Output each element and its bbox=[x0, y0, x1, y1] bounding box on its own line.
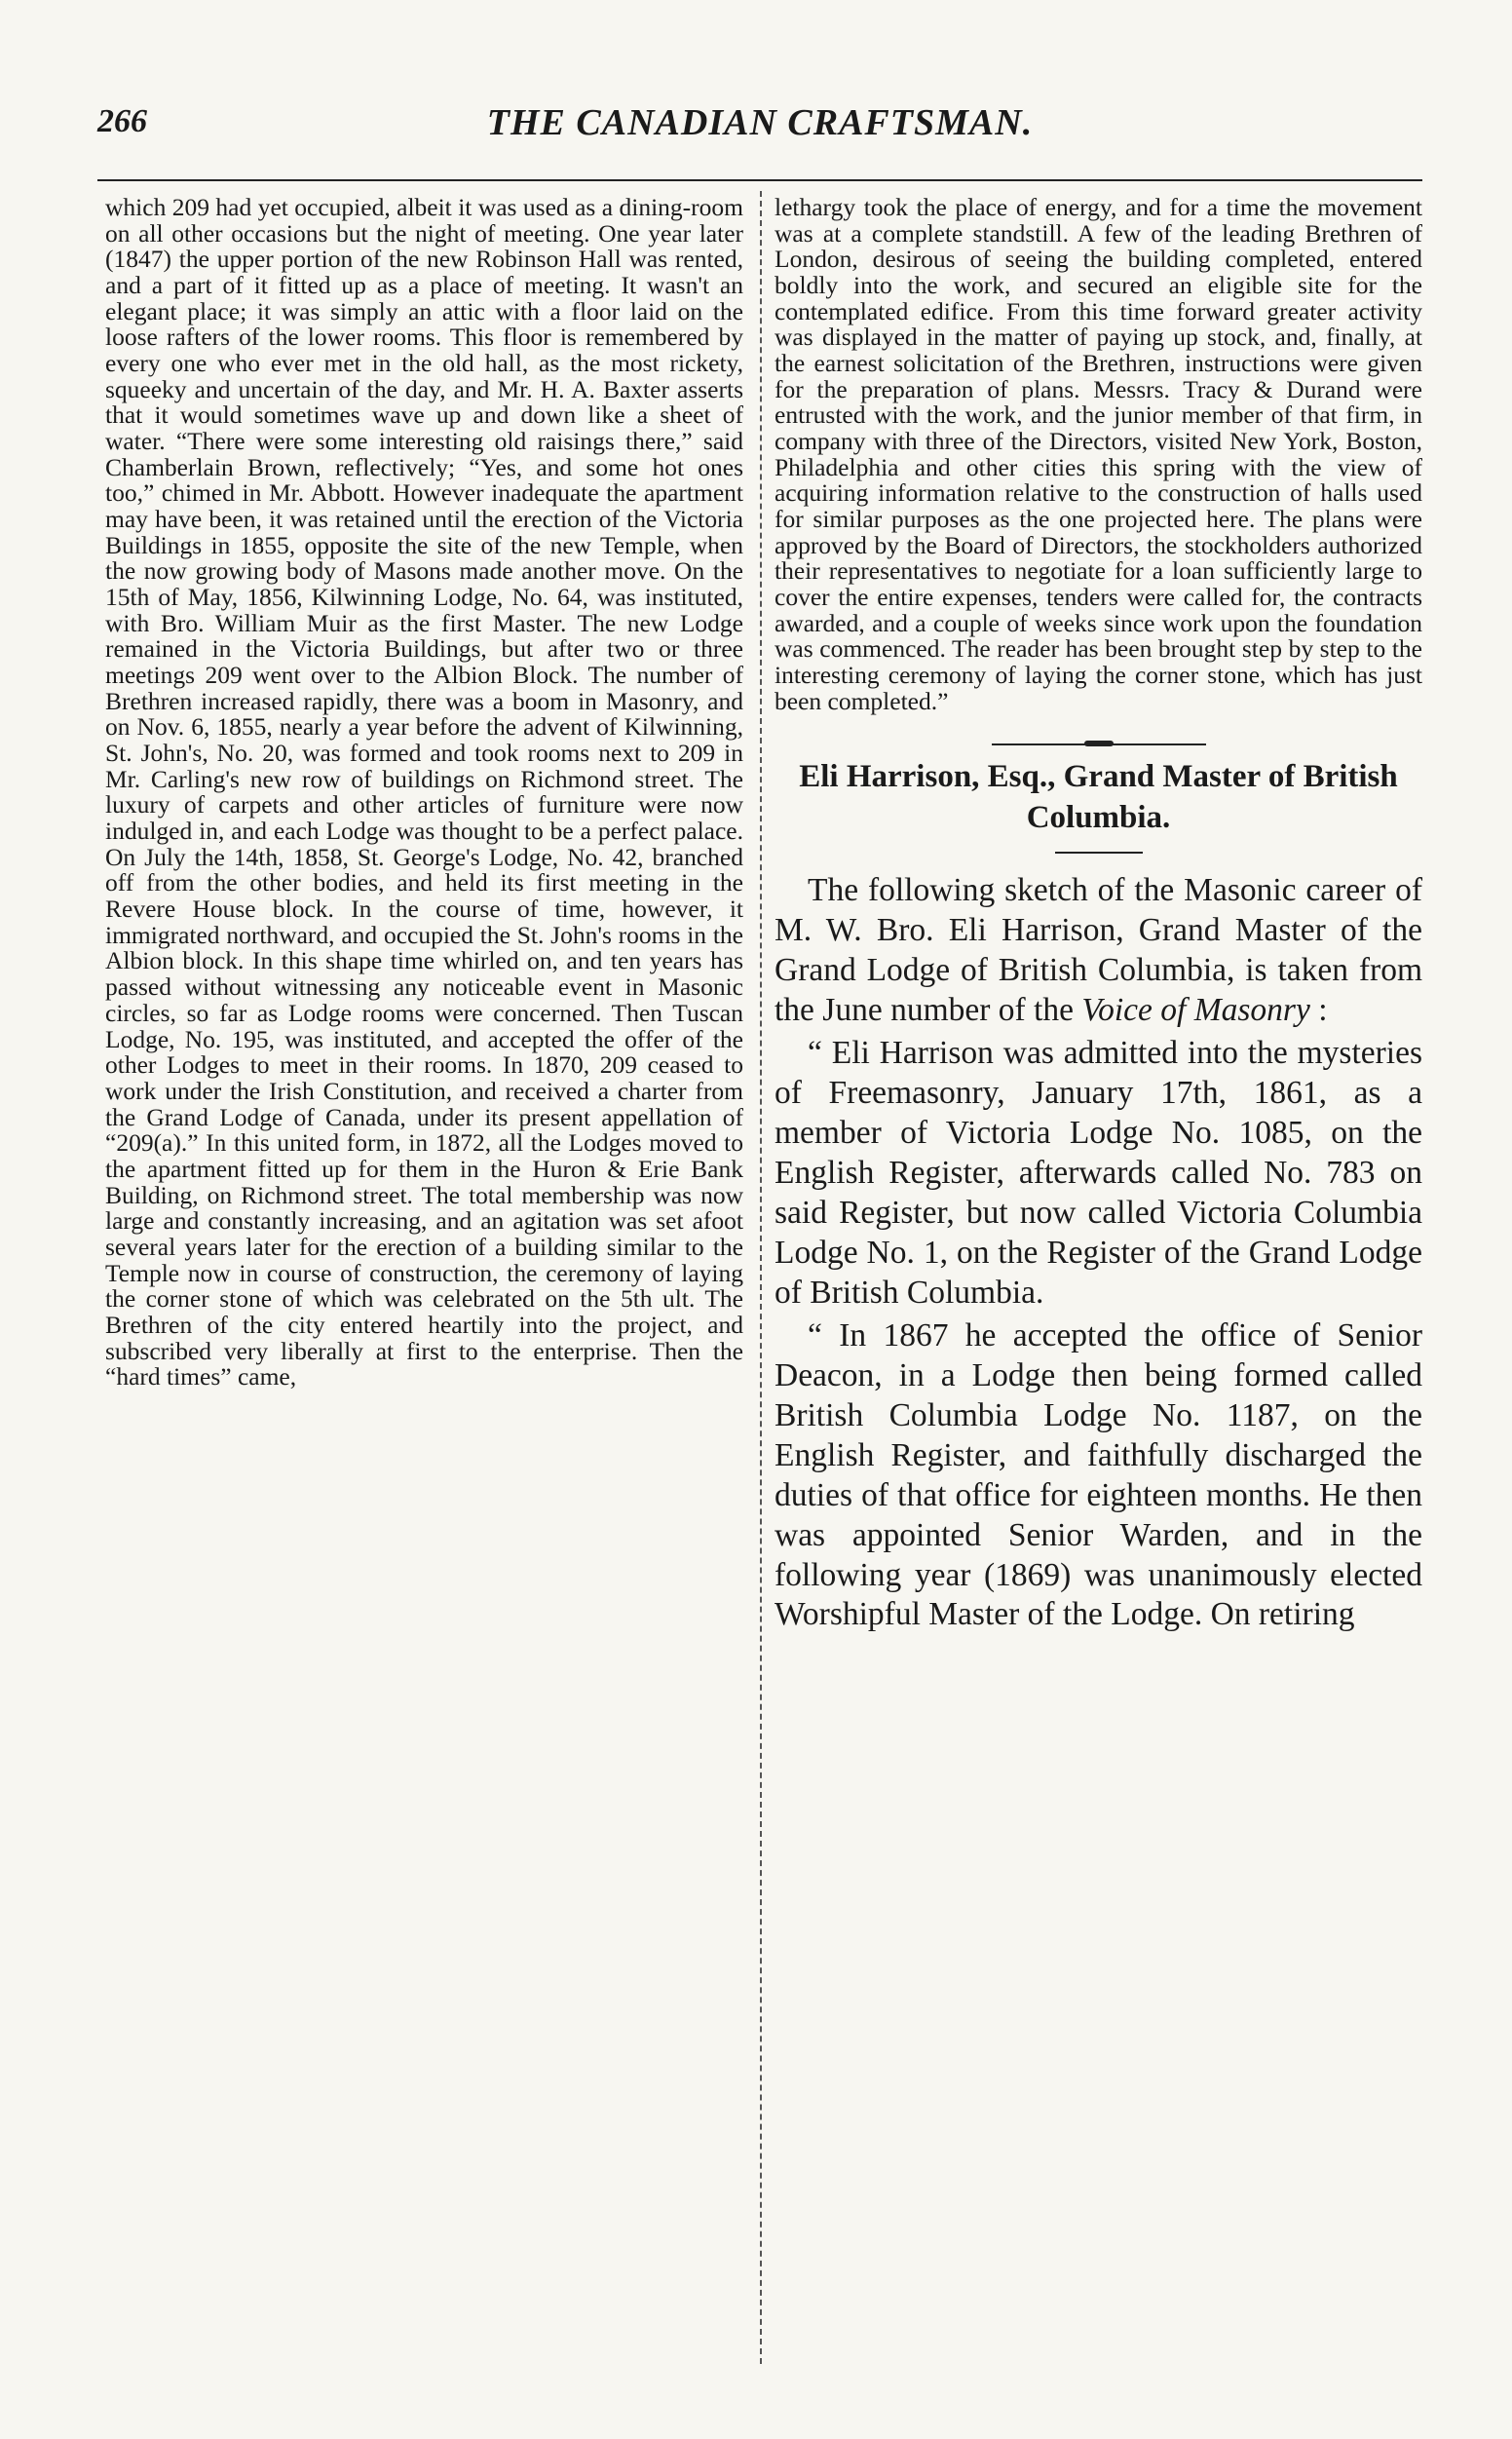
intro-source: Voice of Masonry bbox=[1081, 991, 1310, 1028]
heading-rule bbox=[1055, 852, 1143, 854]
section-ornament bbox=[992, 740, 1206, 749]
intro-text: The following sketch of the Masonic career of M. W. Bro. Eli Harrison, Grand Master of the Grand Lodge of British Columbia, is taken from the June number of the bbox=[775, 871, 1422, 1028]
intro-end: : bbox=[1309, 991, 1328, 1028]
running-title: THE CANADIAN CRAFTSMAN. bbox=[486, 102, 1034, 143]
column-divider bbox=[760, 191, 762, 2364]
right-column-paragraph: lethargy took the place of energy, and for a time the movement was at a complete standstill. A few of the leading Brethren of London, desirous of seeing the building completed, entered boldly into the work, and secured an eligible site for the contemplated edifice. From this time forward greater activity was displayed in the matter of paying up stock, and, finally, at the earnest solicitation of the Brethren, instructions were given for the preparation of plans. Messrs. Tracy & Durand were entrusted with the work, and the junior member of that firm, in company with three of the Directors, visited New York, Boston, Philadelphia and other cities this spring with the view of acquiring information relative to the construction of halls used for similar purposes as the one projected here. The plans were approved by the Board of Directors, the stockholders authorized their representatives to negotiate for a loan sufficiently large to cover the entire expenses, tenders were called for, the contracts awarded, and a couple of weeks since work upon the foundation was commenced. The reader has been brought step by step to the interesting ceremony of laying the corner stone, which has just been completed.” bbox=[775, 193, 1422, 715]
right-column bbox=[775, 195, 1422, 1635]
article-heading: Eli Harrison, Esq., Grand Master of British Columbia. bbox=[799, 759, 1398, 835]
quote-paragraph-1: “ Eli Harrison was admitted into the mysteries of Freemasonry, January 17th, 1861, as a member of Victoria Lodge No. 1085, on the English Register, afterwards called No. 783 on said Register, but now called Victoria Columbia Lodge No. 1, on the Register of the Grand Lodge of British Columbia. bbox=[775, 1035, 1422, 1311]
left-column-paragraph: which 209 had yet occupied, albeit it was used as a dining-room on all other occasions but the night of meeting. One year later (1847) the upper portion of the new Robinson Hall was rented, and a part of it fitted up as a place of meeting. It wasn't an elegant place; it was simply an attic with a floor laid on the loose rafters of the lower rooms. This floor is remembered by every one who ever met in the old hall, as the most rickety, squeeky and uncertain of the day, and Mr. H. A. Baxter asserts that it would sometimes wave up and down like a sheet of water. “There were some interesting old raisings there,” said Chamberlain Brown, reflectively; “Yes, and some hot ones too,” chimed in Mr. Abbott. However inadequate the apartment may have been, it was retained until the erection of the Victoria Buildings in 1855, opposite the site of the new Temple, when the now growing body of Masons made another move. On the 15th of May, 1856, Kilwinning Lodge, No. 64, was instituted, with Bro. William Muir as the first Master. The new Lodge remained in the Victoria Buildings, but after two or three meetings 209 went over to the Albion Block. The number of Brethren increased rapidly, there was a boom in Masonry, and on Nov. 6, 1855, nearly a year before the advent of Kilwinning, St. John's, No. 20, was formed and took rooms next to 209 in Mr. Carling's new row of buildings on Richmond street. The luxury of carpets and other articles of furniture were now indulged in, and each Lodge was thought to be a perfect palace. On July the 14th, 1858, St. George's Lodge, No. 42, branched off from the other bodies, and held its first meeting in the Revere House block. In the course of time, however, it immigrated northward, and occupied the St. John's rooms in the Albion block. In this shape time whirled on, and ten years has passed without witnessing any noticeable event in Masonic circles, so far as Lodge rooms were concerned. Then Tuscan Lodge, No. 195, was instituted, and accepted the offer of the other Lodges to meet in their rooms. In 1870, 209 ceased to work under the Irish Constitution, and received a charter from the Grand Lodge of Canada, under its present appellation of “209(a).” In this united form, in 1872, all the Lodges moved to the apartment fitted up for them in the Huron & Erie Bank Building, on Richmond street. The total membership was now large and constantly increasing, and an agitation was set afoot several years later for the erection of a building similar to the Temple now in course of construction, the ceremony of laying the corner stone of which was celebrated on the 5th ult. The Brethren of the city entered heartily into the project, and subscribed very liberally at first to the enterprise. Then the “hard times” came, bbox=[105, 193, 743, 1391]
page-header bbox=[97, 97, 1422, 166]
header-rule bbox=[97, 179, 1422, 181]
page-number: 266 bbox=[97, 103, 147, 139]
intro-paragraph bbox=[775, 871, 1422, 1030]
left-column bbox=[105, 195, 743, 1391]
article-body bbox=[775, 871, 1422, 1635]
quote-paragraph-2: “ In 1867 he accepted the office of Senior Deacon, in a Lodge then being formed called British Columbia Lodge No. 1187, on the English Register, and faithfully discharged the duties of that office for eighteen months. He then was appointed Senior Warden, and in the following year (1869) was unanimously elected Worshipful Master of the Lodge. On retiring bbox=[775, 1317, 1422, 1633]
